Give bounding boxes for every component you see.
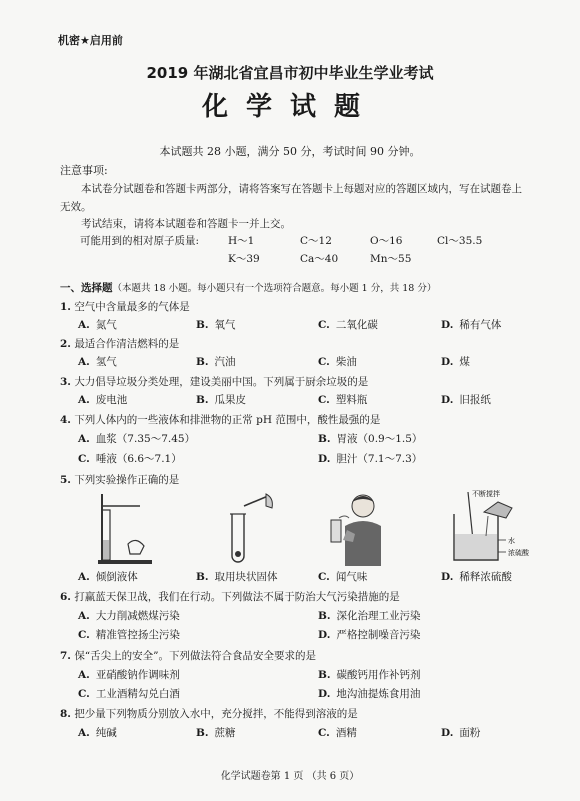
atomic-mass-c: C～12 xyxy=(300,235,332,247)
atomic-mass-ca: Ca～40 xyxy=(300,253,339,265)
question-text: 空气中含量最多的气体是 xyxy=(74,301,190,313)
q5-option-d: D. 稀释浓硫酸 xyxy=(441,571,512,583)
question-5-stem: 5. 下列实验操作正确的是 xyxy=(60,474,180,486)
q5-option-c: C. 闻气味 xyxy=(318,571,368,583)
question-6-stem: 6. 打赢蓝天保卫战，我们在行动。下列做法不属于防治大气污染措施的是 xyxy=(60,591,400,603)
figure-solid-in-tube xyxy=(210,492,280,564)
q6-option-d: D. 严格控制噪音污染 xyxy=(318,629,421,641)
q4-option-c: C. 唾液（6.6～7.1） xyxy=(78,453,182,465)
notes-title: 注意事项: xyxy=(60,164,108,177)
atomic-mass-cl: Cl～35.5 xyxy=(437,235,483,247)
q3-option-d: D. 旧报纸 xyxy=(441,394,491,406)
q8-option-c: C. 酒精 xyxy=(318,727,357,739)
q1-option-c: C. 二氧化碳 xyxy=(318,319,378,331)
confidential-label: 机密★启用前 xyxy=(58,34,123,47)
q1-option-a: A. 氮气 xyxy=(78,319,117,331)
section-heading: 一、选择题 xyxy=(60,282,113,294)
question-number: 1. xyxy=(60,301,71,313)
atomic-mass-h: H～1 xyxy=(228,235,255,247)
q8-option-b: B. 蔗糖 xyxy=(196,727,236,739)
q5-option-b: B. 取用块状固体 xyxy=(196,571,278,583)
atomic-mass-o: O～16 xyxy=(370,235,403,247)
atomic-mass-label: 可能用到的相对原子质量: xyxy=(80,235,200,247)
figure-dilute-acid xyxy=(448,488,536,566)
exam-title: 2019 年湖北省宜昌市初中毕业生学业考试 xyxy=(146,64,434,82)
q7-option-c: C. 工业酒精勾兑白酒 xyxy=(78,688,180,700)
q4-option-b: B. 胃液（0.9～1.5） xyxy=(318,433,423,445)
notes-line-2: 考试结束，请将本试题卷和答题卡一并上交。 xyxy=(81,218,291,230)
q5-option-a: A. 倾倒液体 xyxy=(78,571,138,583)
q4-option-d: D. 胆汁（7.1～7.3） xyxy=(318,453,423,465)
q7-option-b: B. 碳酸钙用作补钙剂 xyxy=(318,669,421,681)
figure-smelling-gas xyxy=(325,490,391,566)
exam-info: 本试题共 28 小题，满分 50 分，考试时间 90 分钟。 xyxy=(159,145,421,158)
figure-label-acid: 浓硫酸 xyxy=(508,549,529,557)
section-description: （本题共 18 小题。每小题只有一个选项符合题意。每小题 1 分，共 18 分） xyxy=(112,283,437,294)
q3-option-b: B. 瓜果皮 xyxy=(196,394,247,406)
subject-title: 化学试题 xyxy=(201,92,378,122)
page-footer: 化学试题卷第 1 页 （共 6 页） xyxy=(220,771,360,782)
q2-option-a: A. 氢气 xyxy=(78,356,117,368)
q3-option-c: C. 塑料瓶 xyxy=(318,394,368,406)
atomic-mass-k: K～39 xyxy=(228,253,260,265)
q6-option-b: B. 深化治理工业污染 xyxy=(318,610,421,622)
atomic-mass-mn: Mn～55 xyxy=(370,253,412,265)
q8-option-d: D. 面粉 xyxy=(441,727,481,739)
q2-option-d: D. 煤 xyxy=(441,356,470,368)
q4-option-a: A. 血浆（7.35～7.45） xyxy=(78,433,196,445)
q3-option-a: A. 废电池 xyxy=(78,394,128,406)
q6-option-a: A. 大力削减燃煤污染 xyxy=(78,610,180,622)
figure-label-stir: 不断搅拌 xyxy=(472,490,500,498)
notes-line-1: 本试卷分试题卷和答题卡两部分，请将答案写在答题卡上每题对应的答题区域内，写在试题卷上无效。 xyxy=(60,183,522,213)
q6-option-c: C. 精准管控扬尘污染 xyxy=(78,629,180,641)
q2-option-c: C. 柴油 xyxy=(318,356,357,368)
question-2-stem: 2. 最适合作清洁燃料的是 xyxy=(60,338,180,350)
section-title xyxy=(60,280,436,295)
question-4-stem: 4. 下列人体内的一些液体和排泄物的正常 pH 范围中，酸性最强的是 xyxy=(60,414,381,426)
q7-option-a: A. 亚硝酸钠作调味剂 xyxy=(78,669,180,681)
q1-option-d: D. 稀有气体 xyxy=(441,319,502,331)
figure-pouring-liquid xyxy=(92,492,162,564)
figure-label-water: 水 xyxy=(508,537,515,545)
question-1-stem xyxy=(60,299,190,314)
q1-option-b: B. 氧气 xyxy=(196,319,236,331)
question-7-stem: 7. 保“舌尖上的安全”。下列做法符合食品安全要求的是 xyxy=(60,650,317,662)
q8-option-a: A. 纯碱 xyxy=(78,727,117,739)
q2-option-b: B. 汽油 xyxy=(196,356,236,368)
question-8-stem: 8. 把少量下列物质分别放入水中，充分搅拌，不能得到溶液的是 xyxy=(60,708,358,720)
question-3-stem: 3. 大力倡导垃圾分类处理，建设美丽中国。下列属于厨余垃圾的是 xyxy=(60,376,369,388)
q7-option-d: D. 地沟油提炼食用油 xyxy=(318,688,421,700)
